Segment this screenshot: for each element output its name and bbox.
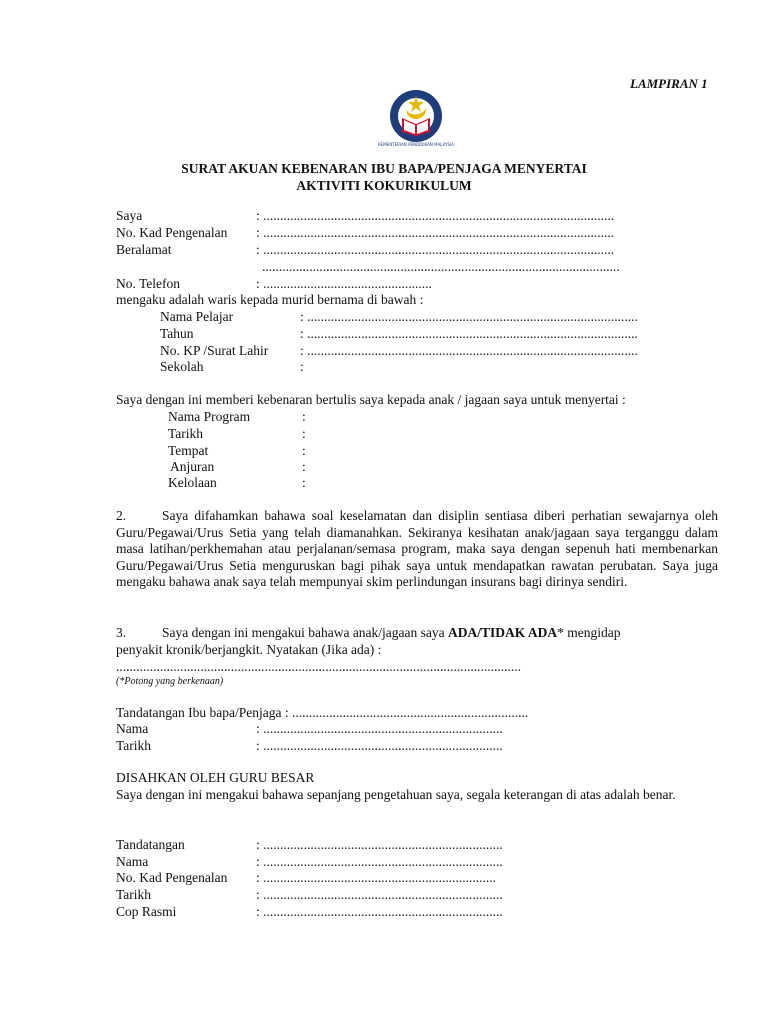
field-kad-gb[interactable]: : ..................................................................... xyxy=(256,870,497,885)
label-kp-surat-lahir: No. KP /Surat Lahir xyxy=(160,343,269,358)
label-tarikh-ibubapa: Tarikh xyxy=(116,738,152,753)
field-nama-gb[interactable]: : ....................................................................... xyxy=(256,854,503,869)
label-kad-gb: No. Kad Pengenalan xyxy=(116,870,228,885)
field-sekolah[interactable]: : xyxy=(300,359,304,374)
paragraph-3-text-b: * mengidap xyxy=(557,625,621,640)
potong-note: (*Potong yang berkenaan) xyxy=(116,676,224,687)
program-intro: Saya dengan ini memberi kebenaran bertulis saya kepada anak / jagaan saya untuk menyertai : xyxy=(116,392,626,407)
label-nama-pelajar: Nama Pelajar xyxy=(160,309,234,324)
label-saya: Saya xyxy=(116,208,143,223)
field-nama-ibubapa[interactable]: : ....................................................................... xyxy=(256,721,503,736)
field-nama-pelajar[interactable]: : .................................................................................................. xyxy=(300,309,638,324)
field-penyakit[interactable]: ........................................................................................................................ xyxy=(116,659,521,674)
paragraph-2-number: 2. xyxy=(116,508,127,523)
paragraph-3-line2: penyakit kronik/berjangkit. Nyatakan (Jika ada) : xyxy=(116,642,382,657)
field-tandatangan-gb[interactable]: : ....................................................................... xyxy=(256,837,503,852)
field-cop-rasmi[interactable]: : ....................................................................... xyxy=(256,904,503,919)
mengaku-text: mengaku adalah waris kepada murid bernama di bawah : xyxy=(116,292,424,307)
svg-text:KEMENTERIAN PENDIDIKAN MALAYSI: KEMENTERIAN PENDIDIKAN MALAYSIA xyxy=(378,142,454,147)
label-tahun: Tahun xyxy=(160,326,194,341)
field-tarikh-ibubapa[interactable]: : ....................................................................... xyxy=(256,738,503,753)
label-sekolah: Sekolah xyxy=(160,359,204,374)
headmaster-heading: DISAHKAN OLEH GURU BESAR xyxy=(116,770,315,785)
headmaster-text: Saya dengan ini mengakui bahawa sepanjang pengetahuan saya, segala keterangan di atas adalah benar. xyxy=(116,787,676,802)
label-tarikh-gb: Tarikh xyxy=(116,887,152,902)
field-nama-program[interactable]: : xyxy=(302,409,306,424)
field-beralamat-2[interactable]: .......................................................................................................... xyxy=(262,259,620,274)
field-saya[interactable]: : ........................................................................................................ xyxy=(256,208,615,223)
paragraph-3-text-a: Saya dengan ini mengakui bahawa anak/jagaan saya xyxy=(162,625,449,640)
field-tarikh-gb[interactable]: : ....................................................................... xyxy=(256,887,503,902)
field-telefon[interactable]: : .................................................. xyxy=(256,276,432,291)
label-kad-pengenalan: No. Kad Pengenalan xyxy=(116,225,228,240)
field-beralamat-1[interactable]: : ........................................................................................................ xyxy=(256,242,615,257)
field-anjuran[interactable]: : xyxy=(302,459,306,474)
label-nama-program: Nama Program xyxy=(168,409,251,424)
field-tempat[interactable]: : xyxy=(302,443,306,458)
field-tahun[interactable]: : .................................................................................................. xyxy=(300,326,638,341)
paragraph-3-number: 3. xyxy=(116,625,127,640)
field-kad-pengenalan[interactable]: : ........................................................................................................ xyxy=(256,225,615,240)
field-tarikh-program[interactable]: : xyxy=(302,426,306,441)
field-tandatangan-ibubapa[interactable]: Tandatangan Ibu bapa/Penjaga : ...................................................................... xyxy=(116,705,529,720)
paragraph-3 xyxy=(116,625,718,642)
ministry-logo-icon xyxy=(378,88,454,148)
label-kelolaan: Kelolaan xyxy=(168,475,217,490)
label-beralamat: Beralamat xyxy=(116,242,172,257)
label-cop-rasmi: Cop Rasmi xyxy=(116,904,177,919)
lampiran-label: LAMPIRAN 1 xyxy=(630,76,708,91)
title-line-2: AKTIVITI KOKURIKULUM xyxy=(296,178,472,193)
field-kelolaan[interactable]: : xyxy=(302,475,306,490)
ada-tidak-ada: ADA/TIDAK ADA xyxy=(448,625,558,640)
paragraph-2-text: Saya difahamkan bahawa soal keselamatan dan disiplin sentiasa diberi perhatian sewajarnya oleh Guru/Pegawai/Urus Setia yang telah diamanahkan. Sekiranya kesihatan anak/jagaan saya terganggu dalam masa latihan/perkhemahan atau perjalanan/semasa program, maka saya dengan sepenuh hati membenarkan Guru/Pegawai/Urus Setia menguruskan bagi pihak saya untuk mendapatkan rawatan perubatan. Saya juga mengaku bahawa anak saya telah mempunyai skim perlindungan insurans bagi dirinya sendiri. xyxy=(116,508,718,590)
title-line-1: SURAT AKUAN KEBENARAN IBU BAPA/PENJAGA MENYERTAI xyxy=(181,161,587,176)
label-tarikh-program: Tarikh xyxy=(168,426,204,441)
label-tempat: Tempat xyxy=(168,443,209,458)
label-nama-ibubapa: Nama xyxy=(116,721,149,736)
field-kp-surat-lahir[interactable]: : .................................................................................................. xyxy=(300,343,638,358)
label-tandatangan-gb: Tandatangan xyxy=(116,837,185,852)
label-anjuran: Anjuran xyxy=(170,459,215,474)
label-telefon: No. Telefon xyxy=(116,276,181,291)
label-nama-gb: Nama xyxy=(116,854,149,869)
paragraph-2 xyxy=(116,508,718,591)
